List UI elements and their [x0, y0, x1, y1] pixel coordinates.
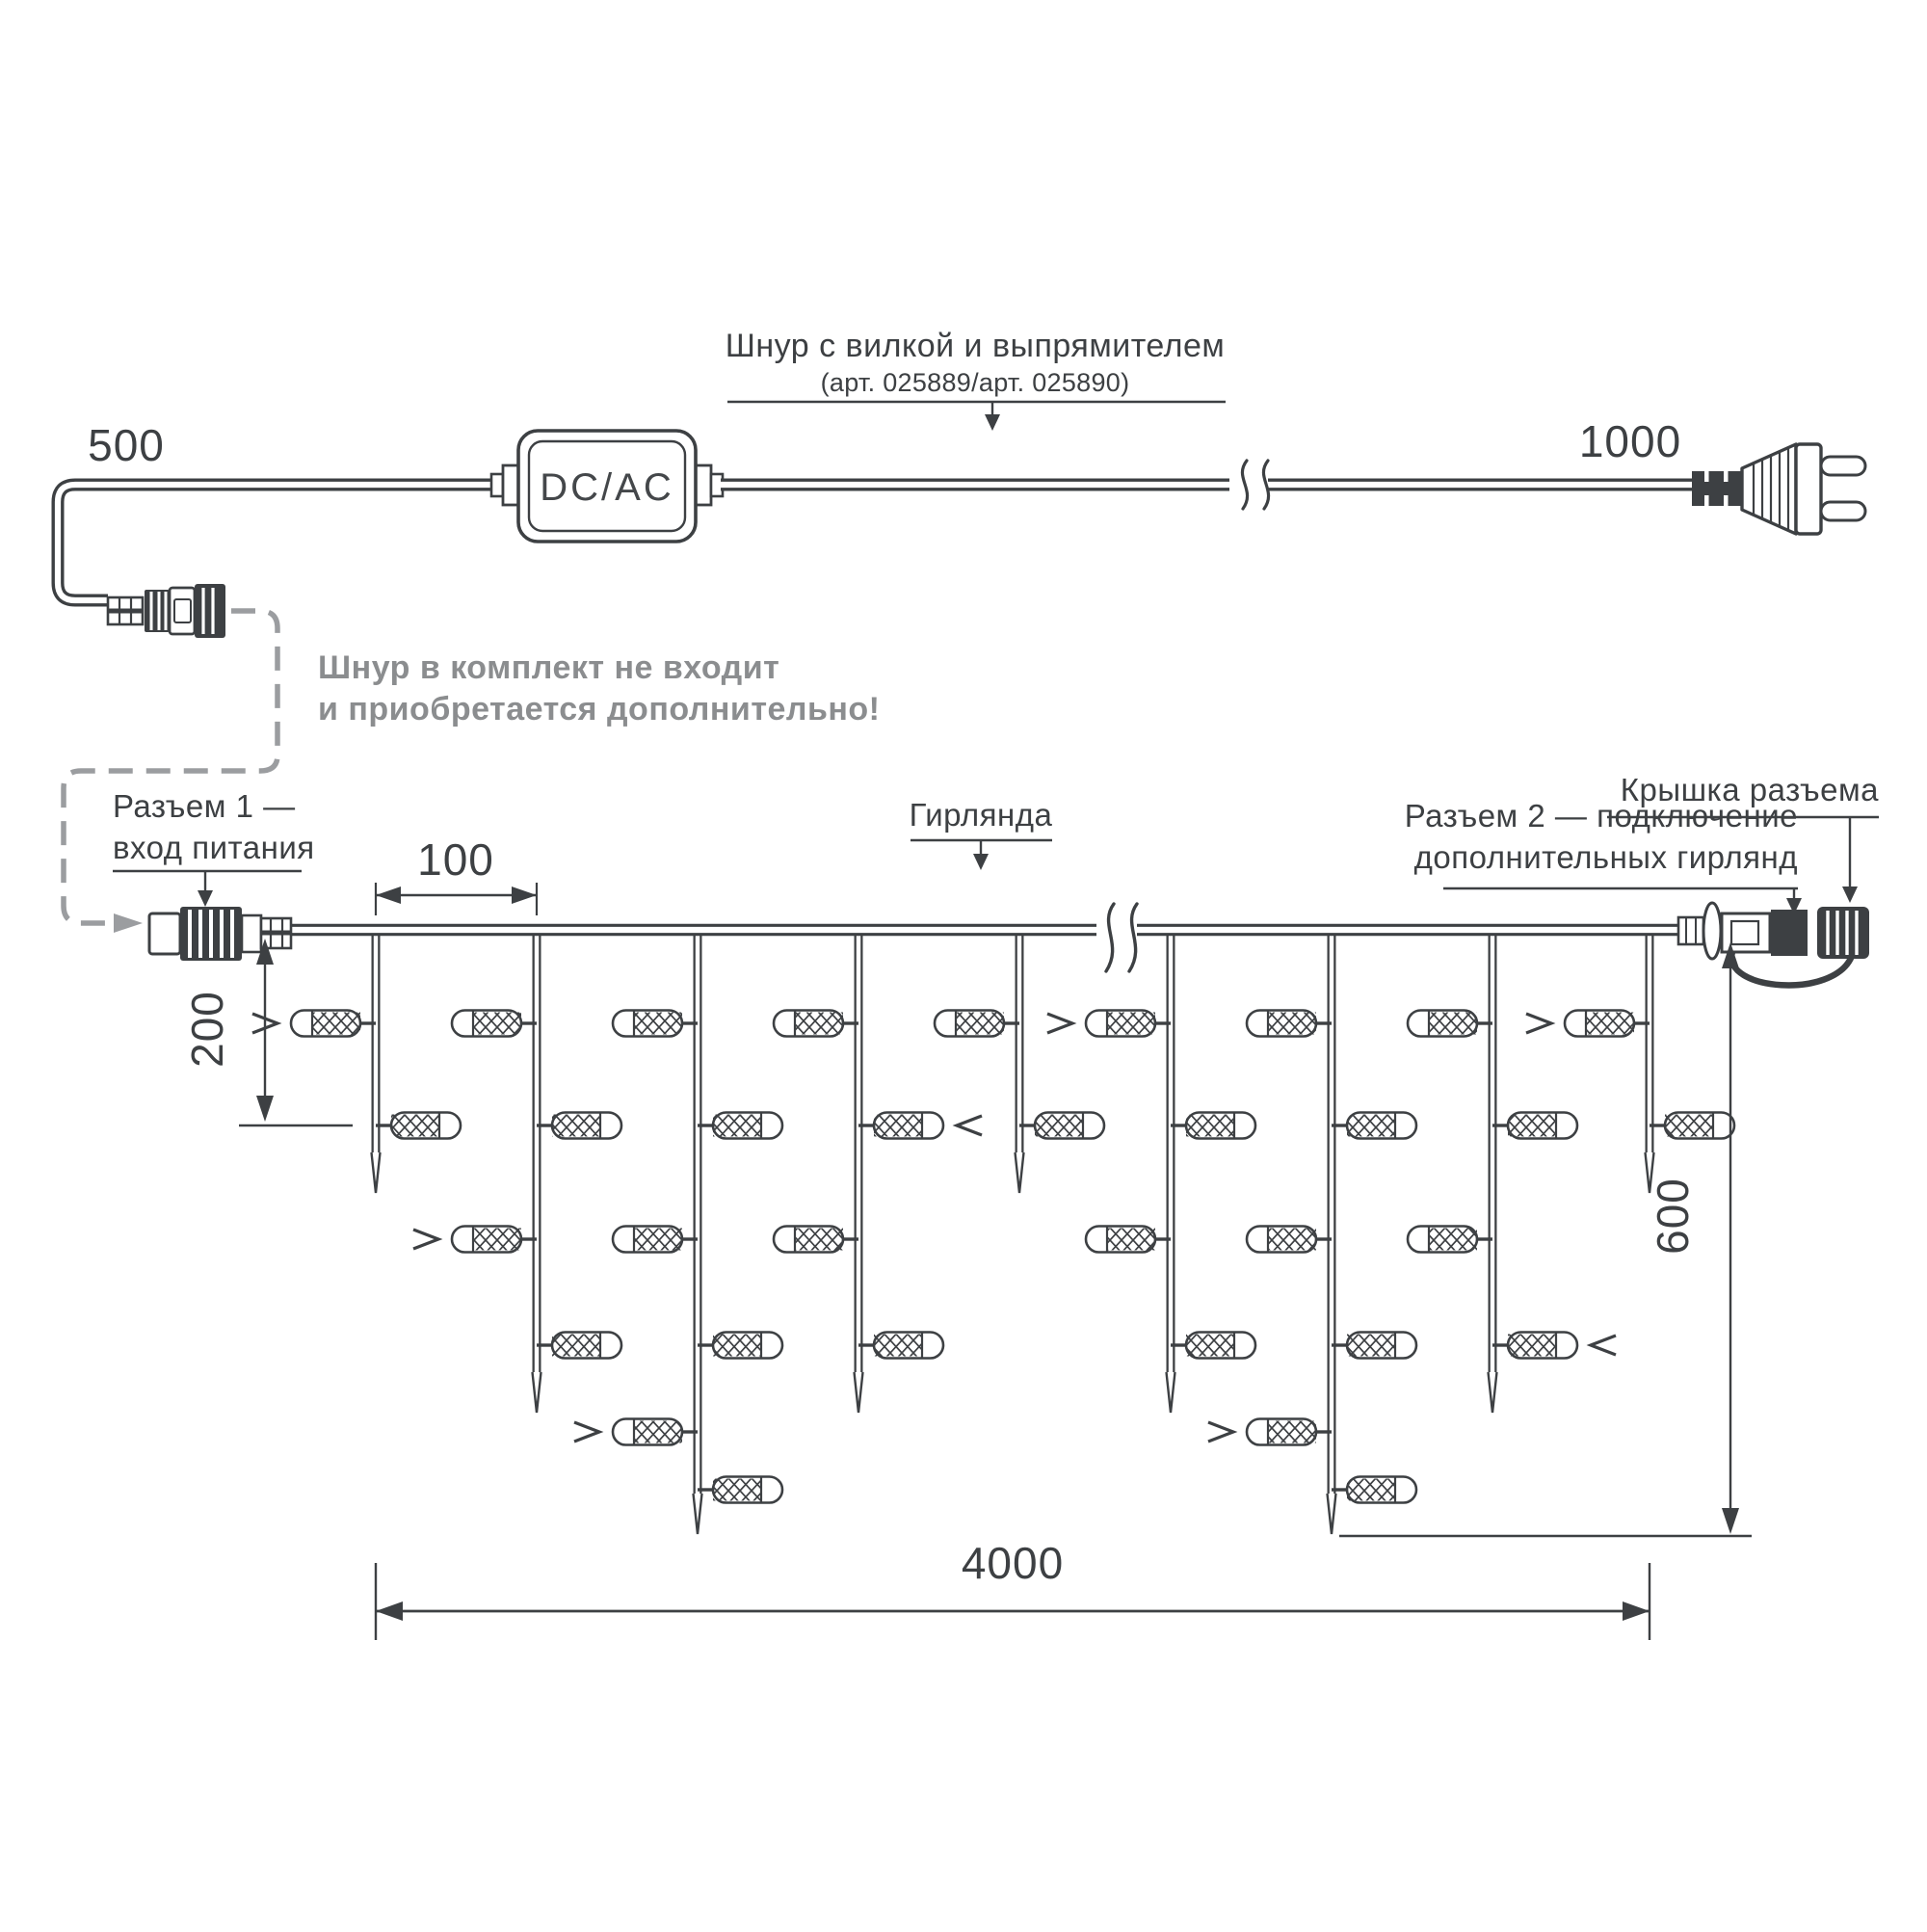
wire-break-icon [1129, 904, 1137, 971]
bulb-hatch [552, 1335, 600, 1357]
led-bulb [252, 1011, 376, 1037]
led-bulb [413, 1227, 537, 1253]
cord-break-icon [1242, 461, 1247, 509]
drop-tip [1328, 1494, 1336, 1534]
led-bulb [858, 1333, 943, 1359]
bulb-hatch [1186, 1335, 1234, 1357]
dcac-label: DC/AC [540, 466, 674, 509]
icicle-drop [574, 935, 782, 1534]
led-bulb [698, 1333, 782, 1359]
icicle-drop [252, 935, 461, 1193]
bulb-hatch [713, 1115, 761, 1137]
connector2-label-line2: дополнительных гирлянд [1413, 839, 1798, 875]
cord-break-icon [1263, 461, 1268, 509]
led-bulb [935, 1011, 1019, 1037]
dashed-arrowhead-icon [114, 913, 143, 933]
dim-600: 600 [1648, 1178, 1698, 1255]
leader-arrowhead-icon [198, 890, 213, 907]
cord-connector [108, 584, 225, 638]
bulb-hatch [473, 1229, 521, 1251]
led-bulb [1208, 1419, 1332, 1445]
dcac-converter [491, 431, 723, 542]
drop-tip [694, 1494, 702, 1534]
dim-200: 200 [182, 991, 232, 1068]
drop-tip [855, 1372, 863, 1413]
led-bulb [1332, 1477, 1416, 1503]
bulb-hatch [1429, 1229, 1477, 1251]
bulb-pointer-icon [574, 1422, 599, 1442]
led-bulb [376, 1113, 461, 1139]
leader-arrowhead-icon [973, 854, 989, 870]
led-bulb [537, 1113, 621, 1139]
connector1-label-line2: вход питания [113, 830, 315, 865]
power-cord-left [58, 485, 493, 600]
note [318, 649, 881, 728]
bulb-hatch [552, 1115, 600, 1137]
bulb-pointer-icon [1047, 1014, 1072, 1033]
dim-500: 500 [88, 420, 165, 470]
bulb-hatch [634, 1229, 682, 1251]
bulb-hatch [391, 1115, 439, 1137]
icicle-drop [1047, 935, 1255, 1413]
led-bulb [1019, 1113, 1104, 1139]
dim-1000: 1000 [1578, 416, 1682, 466]
led-bulb [613, 1011, 698, 1037]
dimension-4000 [376, 1538, 1650, 1640]
bulb-pointer-icon [1526, 1014, 1551, 1033]
led-bulb [1492, 1333, 1616, 1359]
bulb-hatch [1107, 1013, 1155, 1035]
connector-1 [149, 907, 291, 961]
led-bulb [1650, 1113, 1734, 1139]
led-bulb [1492, 1113, 1577, 1139]
icicle-drop [935, 935, 1104, 1193]
garland-wire [291, 904, 1678, 971]
connector2-label [1405, 798, 1802, 914]
bulb-hatch [956, 1013, 1004, 1035]
power-plug [1692, 444, 1865, 534]
bulb-hatch [1508, 1335, 1556, 1357]
bulb-hatch [713, 1479, 761, 1501]
led-bulb [574, 1419, 698, 1445]
bulb-hatch [634, 1013, 682, 1035]
wire-break-icon [1106, 904, 1114, 971]
led-bulb [1171, 1333, 1255, 1359]
bulb-pointer-icon [1208, 1422, 1233, 1442]
bulb-hatch [874, 1335, 922, 1357]
led-bulb [1408, 1011, 1492, 1037]
garland-label [910, 797, 1053, 870]
dim-100: 100 [417, 834, 494, 885]
cap-label [1607, 772, 1879, 903]
dimension-600 [1339, 942, 1752, 1536]
bulb-hatch [795, 1013, 843, 1035]
connector1-label-line1: Разъем 1 — [113, 788, 296, 824]
led-bulb [1526, 1011, 1650, 1037]
cord-subtitle-text: (арт. 025889/арт. 025890) [820, 368, 1130, 397]
drop-tip [1489, 1372, 1497, 1413]
bulb-pointer-icon [957, 1116, 982, 1135]
led-bulb [1047, 1011, 1171, 1037]
led-bulb [537, 1333, 621, 1359]
bulb-hatch [1268, 1421, 1316, 1443]
bulb-hatch [1665, 1115, 1713, 1137]
note-line2: и приобретается дополнительно! [318, 691, 881, 728]
led-bulb [1171, 1113, 1255, 1139]
bulb-hatch [1429, 1013, 1477, 1035]
icicle-drop [1208, 935, 1416, 1534]
bulb-hatch [1107, 1229, 1155, 1251]
bulb-hatch [473, 1013, 521, 1035]
bulb-hatch [312, 1013, 360, 1035]
led-bulb [1332, 1113, 1416, 1139]
bulb-hatch [1347, 1115, 1395, 1137]
connector1-label [113, 788, 315, 907]
bulb-hatch [1347, 1479, 1395, 1501]
icicle-drops [252, 935, 1734, 1534]
bulb-hatch [874, 1115, 922, 1137]
drop-tip [533, 1372, 541, 1413]
led-bulb [1086, 1227, 1171, 1253]
bulb-hatch [634, 1421, 682, 1443]
bulb-pointer-icon [1591, 1336, 1616, 1355]
led-bulb [774, 1011, 858, 1037]
cord-title-text: Шнур с вилкой и выпрямителем [725, 328, 1226, 364]
dashed-connection-path [64, 611, 277, 933]
bulb-hatch [1035, 1115, 1083, 1137]
icicle-drop [1408, 935, 1616, 1413]
bulb-pointer-icon [413, 1230, 438, 1249]
leader-arrowhead-icon [1842, 887, 1858, 903]
icicle-drop [1526, 935, 1734, 1193]
led-bulb [698, 1113, 782, 1139]
bulb-hatch [1186, 1115, 1234, 1137]
cap-label-text: Крышка разъема [1620, 772, 1879, 807]
led-bulb [452, 1011, 537, 1037]
connector-2 [1678, 903, 1869, 985]
leader-arrowhead-icon [985, 414, 1000, 431]
dim-4000: 4000 [961, 1538, 1065, 1588]
led-bulb [1408, 1227, 1492, 1253]
led-bulb [1332, 1333, 1416, 1359]
bulb-hatch [795, 1229, 843, 1251]
led-bulb [1247, 1227, 1332, 1253]
cord-title [726, 328, 1226, 431]
bulb-hatch [1268, 1013, 1316, 1035]
drop-tip [1167, 1372, 1175, 1413]
dimension-100 [376, 834, 537, 915]
bulb-hatch [1268, 1229, 1316, 1251]
garland-label-text: Гирлянда [909, 797, 1053, 833]
bulb-hatch [1508, 1115, 1556, 1137]
bulb-hatch [1347, 1335, 1395, 1357]
note-line1: Шнур в комплект не входит [318, 649, 780, 686]
led-bulb [774, 1227, 858, 1253]
icicle-drop [774, 935, 982, 1413]
power-cord-right [721, 461, 1692, 509]
led-bulb [698, 1477, 782, 1503]
bulb-hatch [713, 1335, 761, 1357]
drop-tip [1016, 1152, 1024, 1193]
bulb-hatch [1586, 1013, 1634, 1035]
drop-tip [372, 1152, 381, 1193]
icicle-drop [413, 935, 621, 1413]
led-bulb [1247, 1011, 1332, 1037]
led-bulb [858, 1113, 982, 1139]
led-bulb [613, 1227, 698, 1253]
connector2-label-line1: Разъем 2 — подключение [1404, 798, 1798, 834]
